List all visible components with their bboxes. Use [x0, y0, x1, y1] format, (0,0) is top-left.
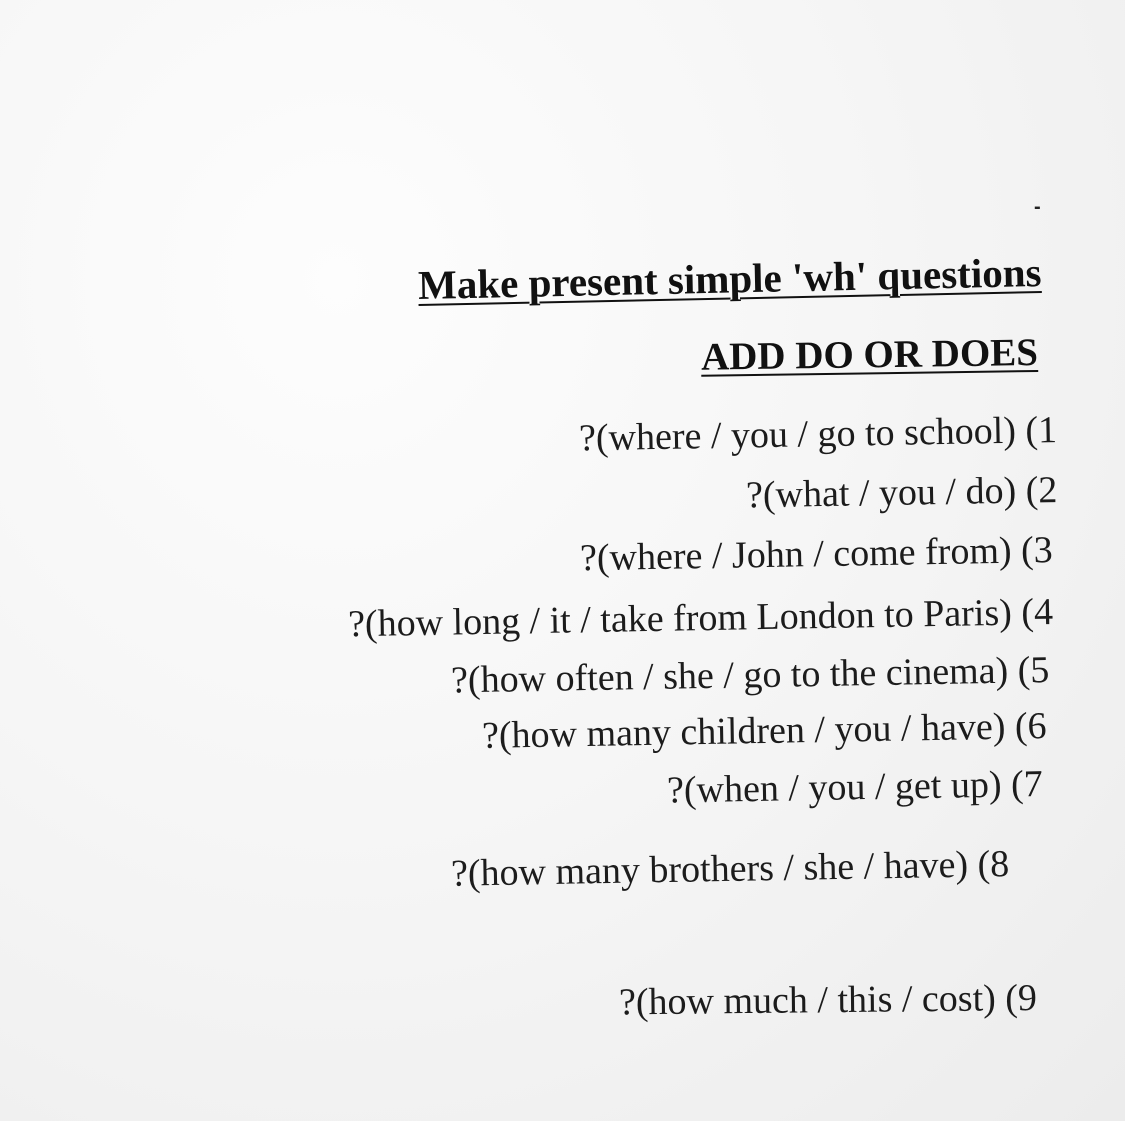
question-6: ?(how many children / you / have) (6 [482, 705, 1048, 757]
question-9: ?(how much / this / cost) (9 [618, 977, 1038, 1024]
question-7: ?(when / you / get up) (7 [667, 763, 1044, 812]
question-8: ?(how many brothers / she / have) (8 [450, 843, 1010, 895]
question-5: ?(how often / she / go to the cinema) (5 [450, 649, 1050, 702]
worksheet-title: Make present simple 'wh' questions [417, 249, 1042, 309]
question-1: ?(where / you / go to school) (1 [578, 409, 1058, 460]
question-2: ?(what / you / do) (2 [745, 469, 1058, 517]
corner-dash-mark: - [1034, 196, 1041, 218]
worksheet-subtitle: ADD DO OR DOES [700, 331, 1039, 379]
question-3: ?(where / John / come from) (3 [579, 529, 1054, 580]
question-4: ?(how long / it / take from London to Paris) (4 [347, 591, 1054, 646]
